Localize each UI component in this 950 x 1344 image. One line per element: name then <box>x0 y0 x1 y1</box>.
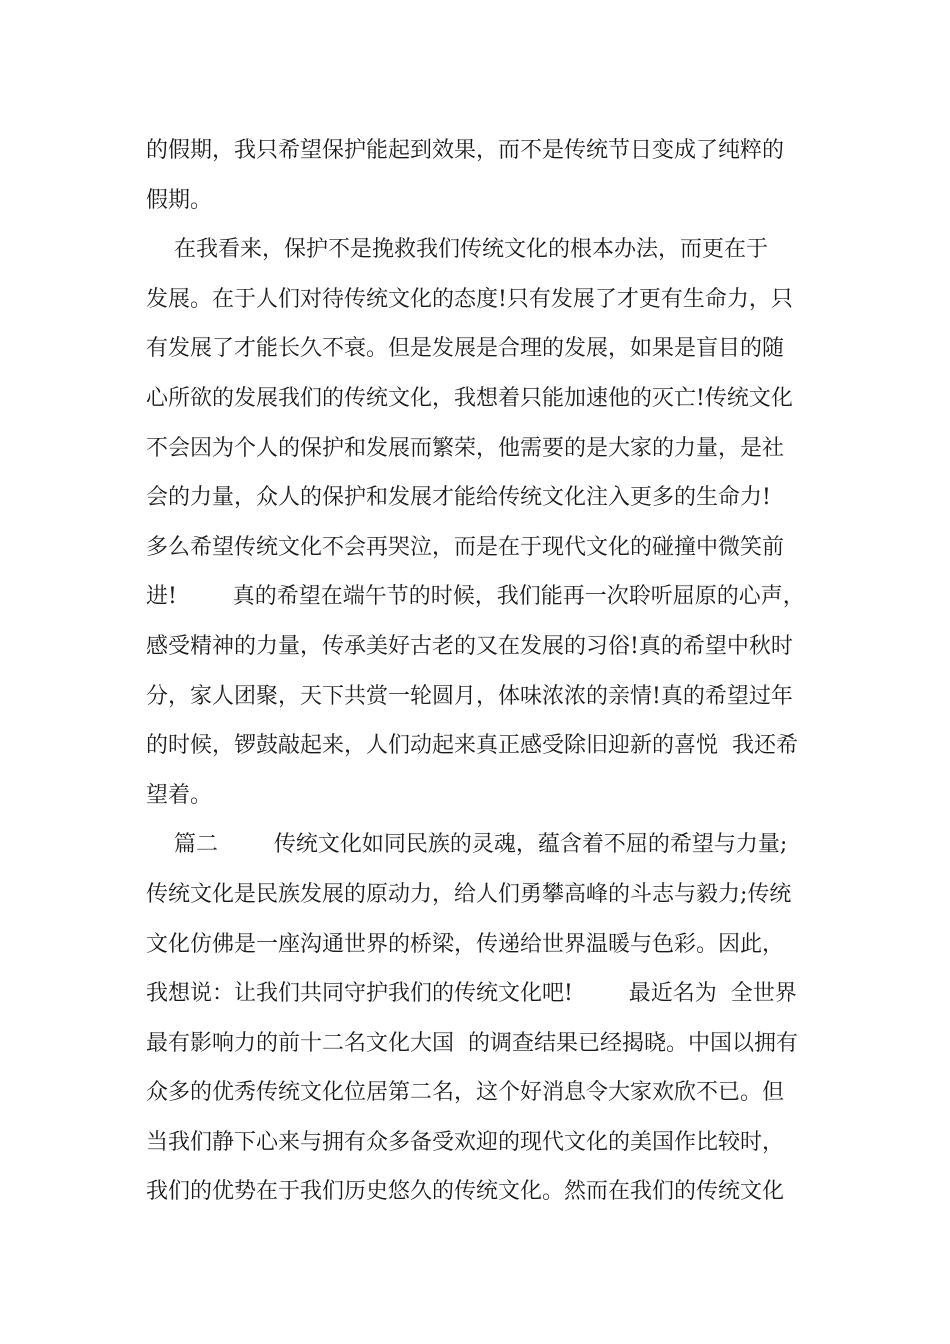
text-line: 众多的优秀传统文化位居第二名，这个好消息令大家欢欣不已。但 <box>146 1080 785 1106</box>
text-line: 的假期，我只希望保护能起到效果，而不是传统节日变成了纯粹的 <box>146 138 785 163</box>
text-line: 最有影响力的前十二名文化大国 的调查结果已经揭晓。中国以拥有 <box>146 1030 798 1056</box>
text-line: 在我看来，保护不是挽救我们传统文化的根本办法，而更在于 <box>146 237 768 263</box>
text-line: 假期。 <box>146 187 213 213</box>
body-text <box>146 126 826 1217</box>
text-line: 多么希望传统文化不会再哭泣，而是在于现代文化的碰撞中微笑前 <box>146 534 785 560</box>
text-line: 会的力量，众人的保护和发展才能给传统文化注入更多的生命力! <box>146 485 771 511</box>
text-line: 我们的优势在于我们历史悠久的传统文化。然而在我们的传统文化 <box>146 1179 785 1205</box>
text-line: 发展。在于人们对待传统文化的态度!只有发展了才更有生命力，只 <box>146 286 793 312</box>
text-line: 望着。 <box>146 782 213 808</box>
text-line: 心所欲的发展我们的传统文化，我想着只能加速他的灭亡!传统文化 <box>146 385 793 411</box>
text-line: 感受精神的力量，传承美好古老的又在发展的习俗!真的希望中秋时 <box>146 633 793 659</box>
text-line: 进! 真的希望在端午节的时候，我们能再一次聆听屈原的心声， <box>146 584 805 610</box>
text-line: 不会因为个人的保护和发展而繁荣，他需要的是大家的力量，是社 <box>146 435 785 461</box>
text-line: 传统文化是民族发展的原动力，给人们勇攀高峰的斗志与毅力;传统 <box>146 881 792 907</box>
text-line: 当我们静下心来与拥有众多备受欢迎的现代文化的美国作比较时， <box>146 1129 785 1155</box>
text-line: 篇二 传统文化如同民族的灵魂，蕴含着不屈的希望与力量; <box>146 832 788 858</box>
text-line: 文化仿佛是一座沟通世界的桥梁，传递给世界温暖与色彩。因此， <box>146 931 785 957</box>
text-line: 我想说：让我们共同守护我们的传统文化吧! 最近名为 全世界 <box>146 981 797 1007</box>
text-line: 有发展了才能长久不衰。但是发展是合理的发展，如果是盲目的随 <box>146 336 785 362</box>
text-line: 分，家人团聚，天下共赏一轮圆月，体味浓浓的亲情!真的希望过年 <box>146 683 793 709</box>
text-line: 的时候，锣鼓敲起来，人们动起来真正感受除旧迎新的喜悦 我还希 <box>146 733 798 759</box>
